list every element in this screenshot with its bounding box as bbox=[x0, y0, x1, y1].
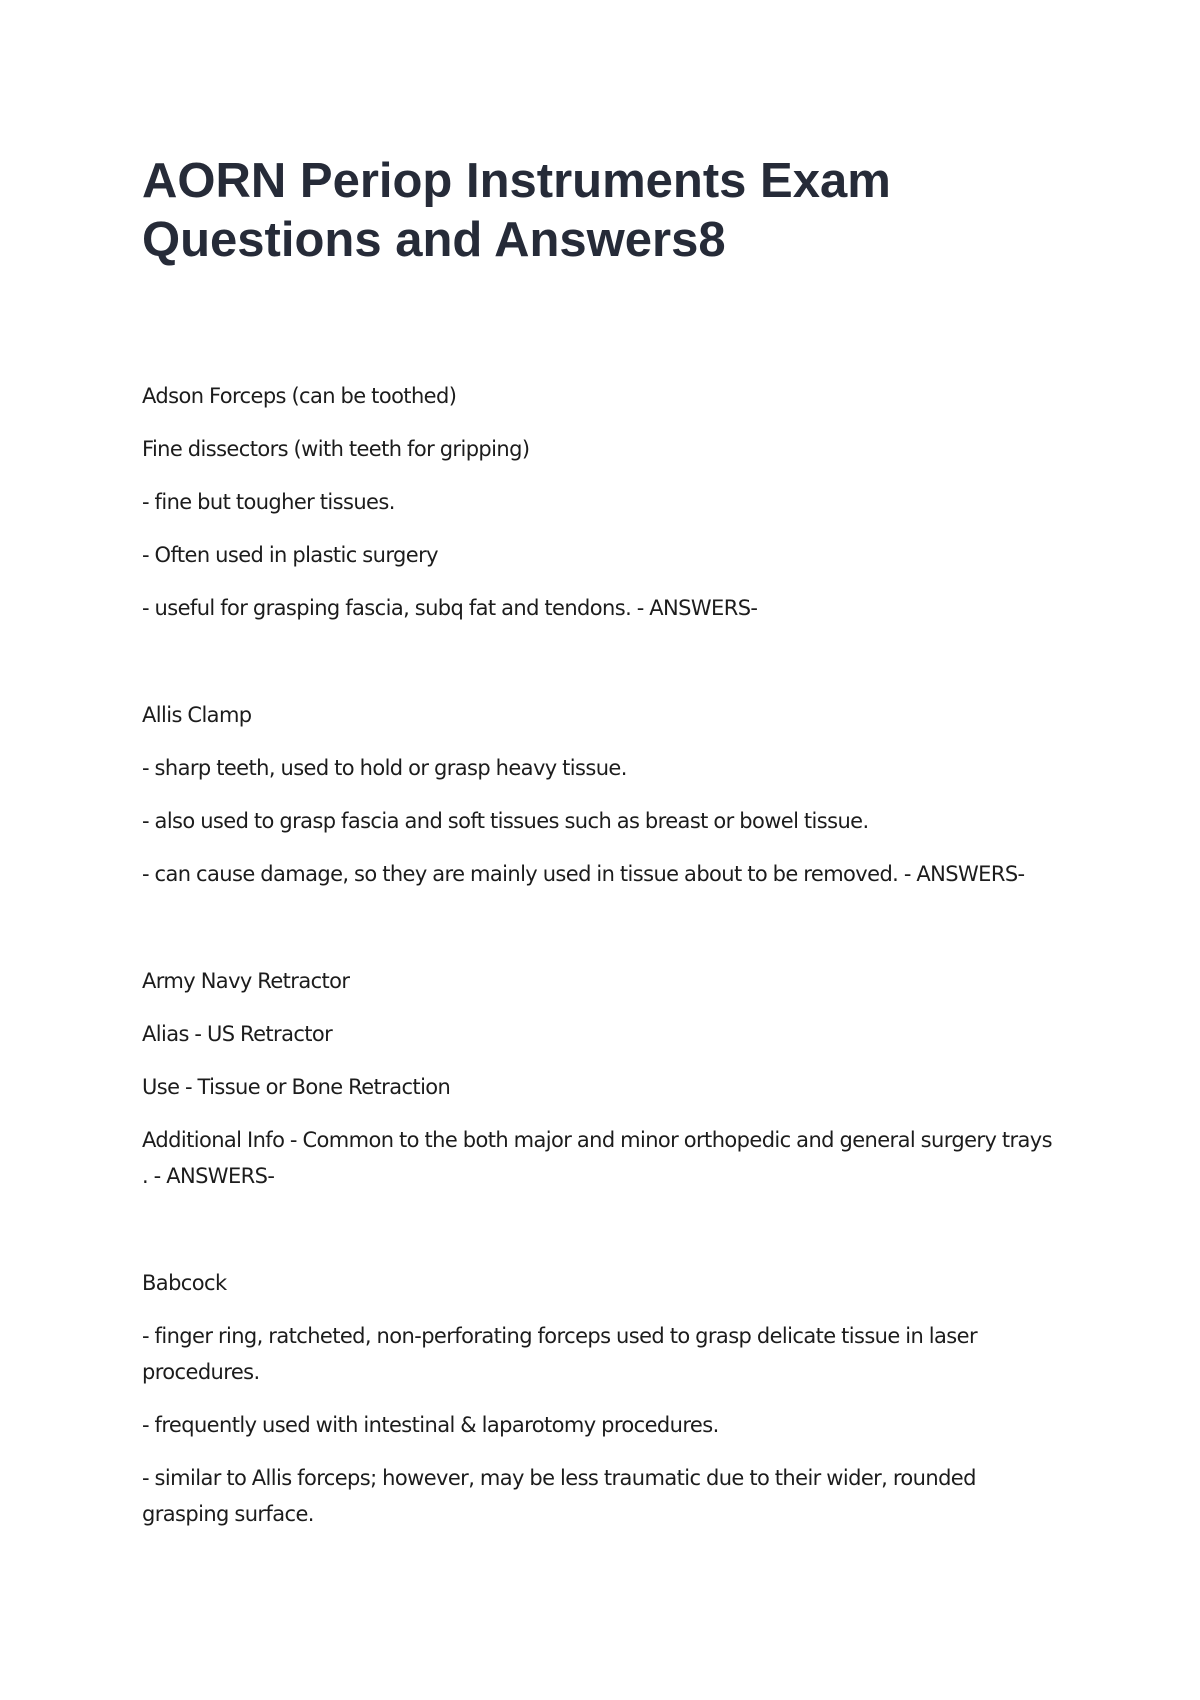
entry-line: Babcock bbox=[142, 1271, 227, 1295]
entry-line: - Often used in plastic surgery bbox=[142, 543, 438, 567]
entry-line: Adson Forceps (can be toothed) bbox=[142, 384, 457, 408]
entry-allis-clamp bbox=[142, 697, 1062, 892]
document-body bbox=[142, 378, 1062, 1603]
entry-line: - frequently used with intestinal & laparotomy procedures. bbox=[142, 1413, 719, 1437]
entry-line: - finger ring, ratcheted, non-perforating forceps used to grasp delicate tissue in laser procedures. bbox=[142, 1324, 977, 1384]
entry-line: - also used to grasp fascia and soft tissues such as breast or bowel tissue. bbox=[142, 809, 869, 833]
entry-line: Use - Tissue or Bone Retraction bbox=[142, 1075, 451, 1099]
entry-line: Alias - US Retractor bbox=[142, 1022, 333, 1046]
entry-line: Additional Info - Common to the both major and minor orthopedic and general surgery trays . - ANSWERS- bbox=[142, 1128, 1052, 1188]
entry-line: - sharp teeth, used to hold or grasp heavy tissue. bbox=[142, 756, 627, 780]
entry-babcock bbox=[142, 1265, 1062, 1532]
entry-line: - can cause damage, so they are mainly used in tissue about to be removed. - ANSWERS- bbox=[142, 862, 1025, 886]
entry-line: Fine dissectors (with teeth for gripping) bbox=[142, 437, 530, 461]
entry-line: - useful for grasping fascia, subq fat and tendons. - ANSWERS- bbox=[142, 596, 758, 620]
entry-adson-forceps bbox=[142, 378, 1062, 626]
entry-army-navy-retractor bbox=[142, 963, 1062, 1194]
document-title: AORN Periop Instruments Exam Questions and Answers8 bbox=[142, 154, 891, 267]
entry-line: Army Navy Retractor bbox=[142, 969, 350, 993]
entry-line: - similar to Allis forceps; however, may be less traumatic due to their wider, rounded grasping surface. bbox=[142, 1466, 976, 1526]
entry-line: - fine but tougher tissues. bbox=[142, 490, 395, 514]
entry-line: Allis Clamp bbox=[142, 703, 252, 727]
